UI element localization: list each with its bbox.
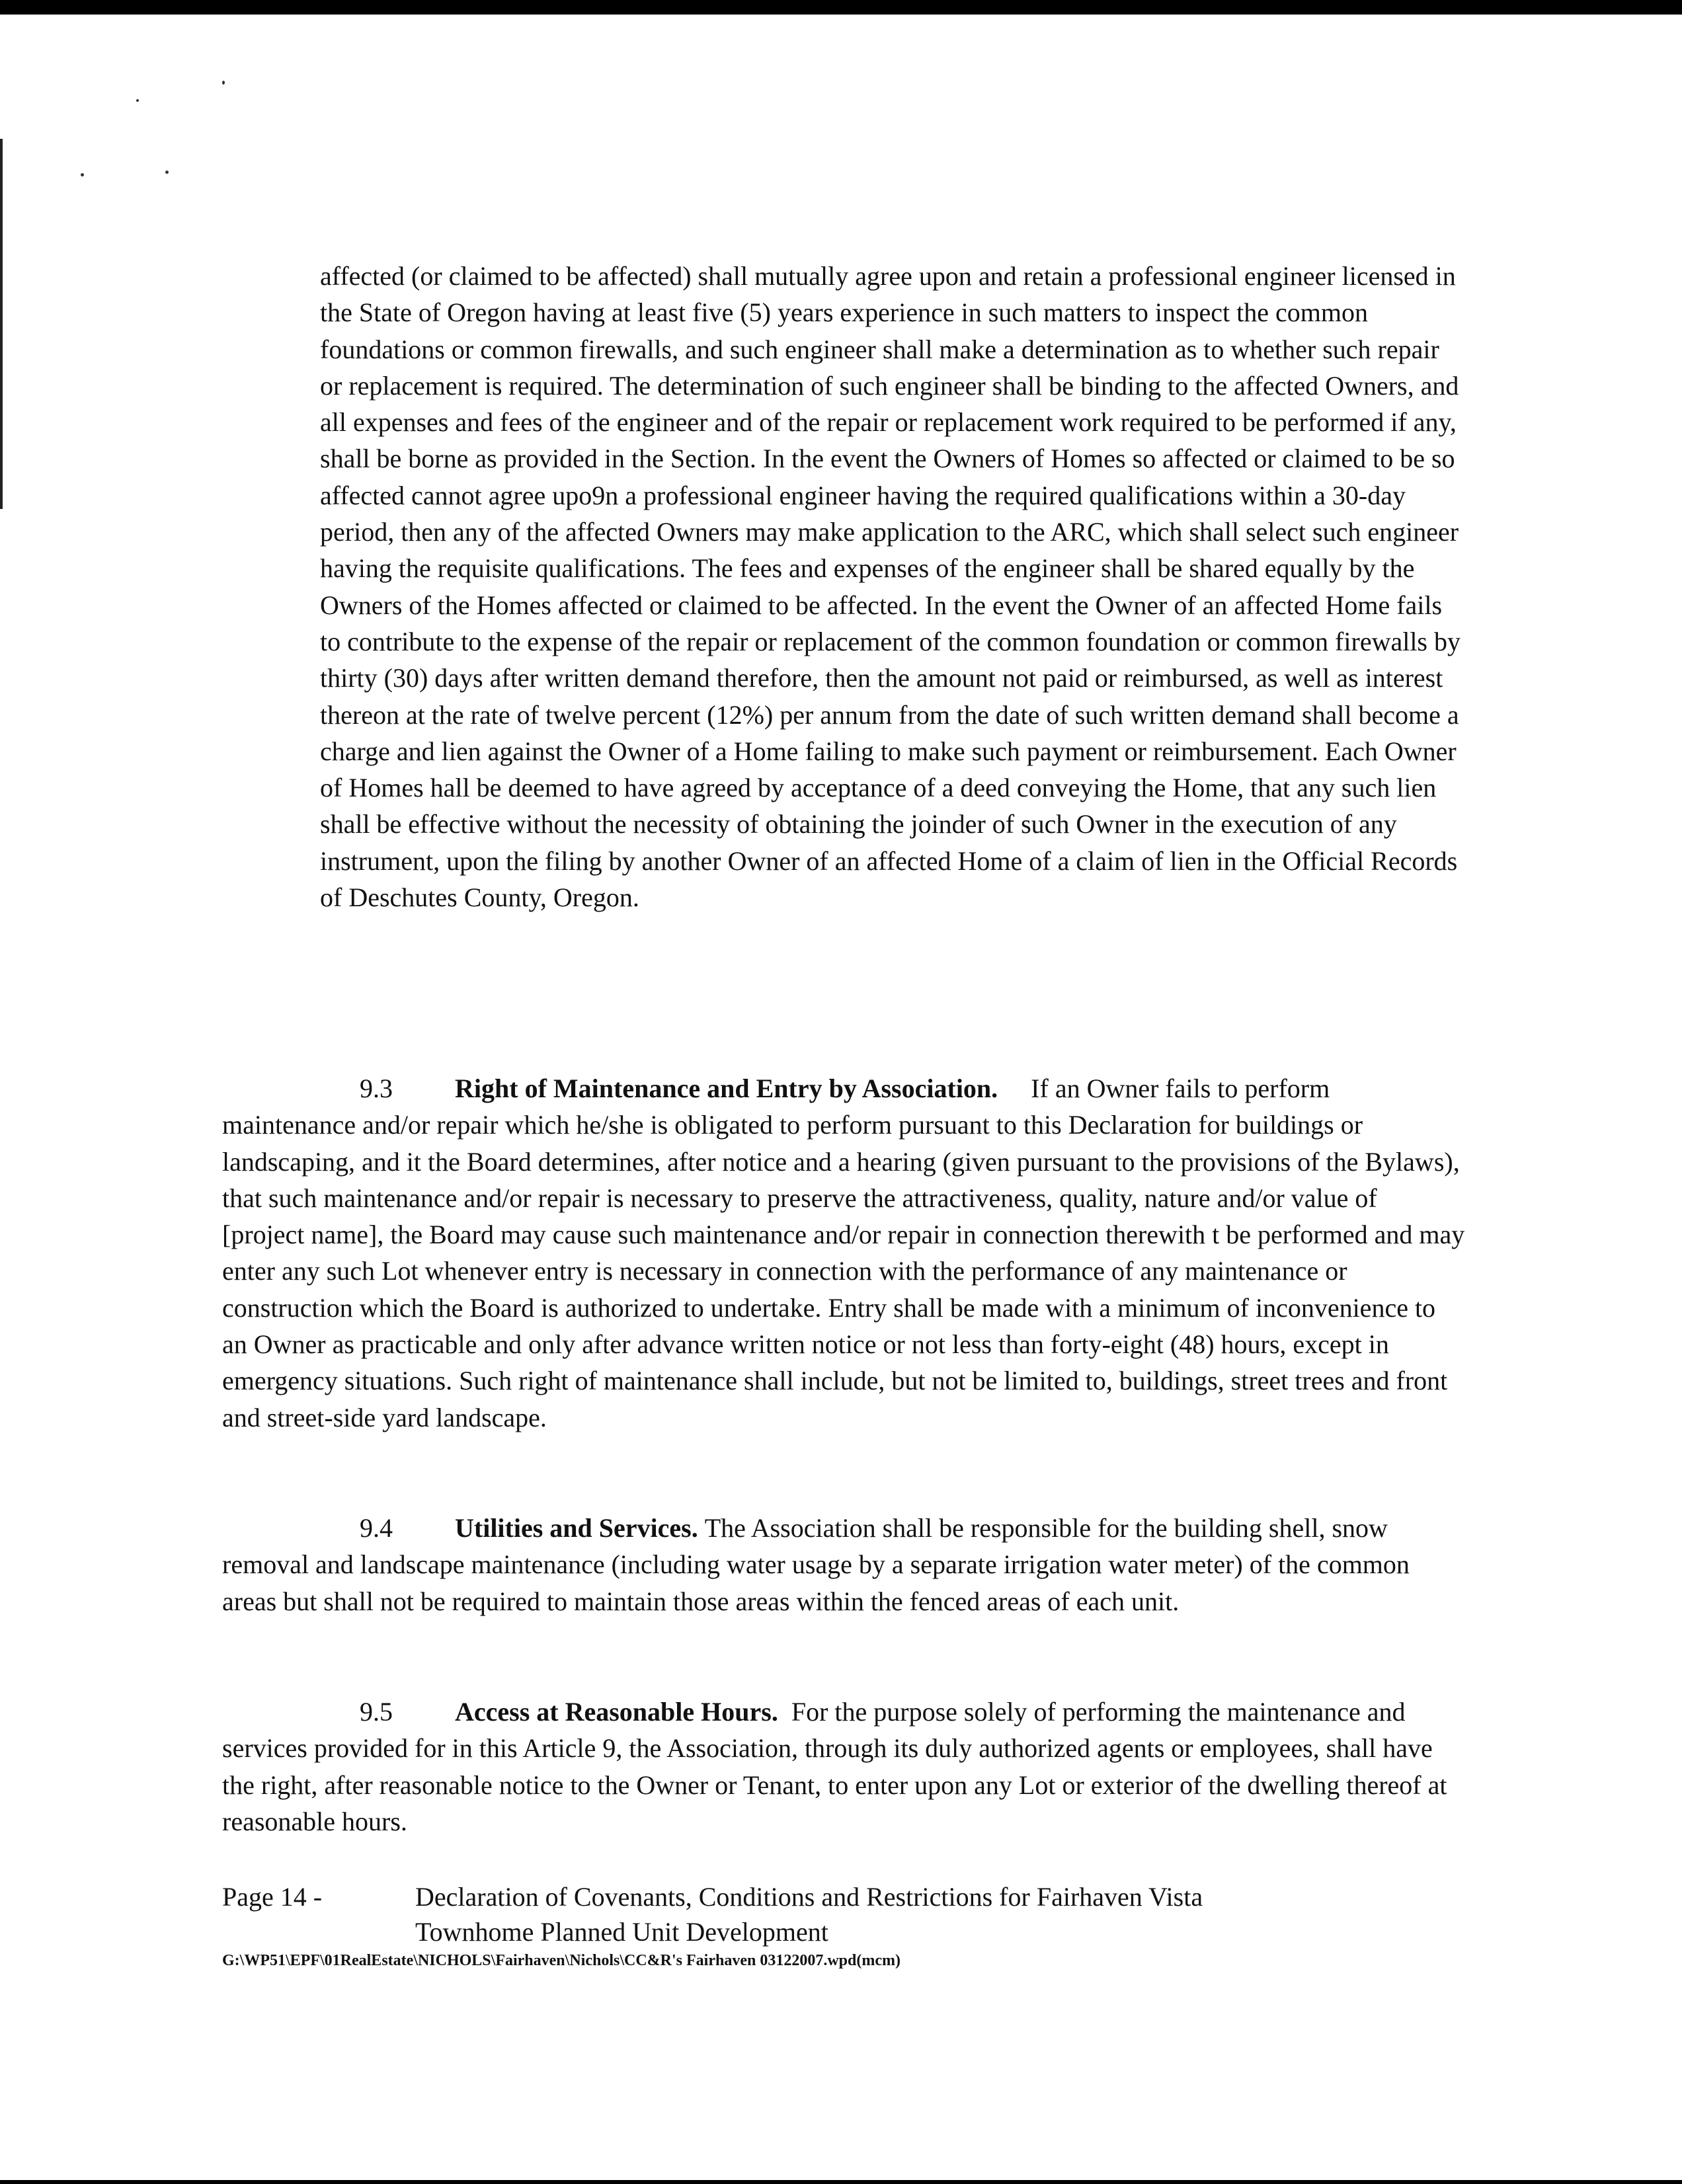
section-9-5 [222,1694,1465,1840]
section-number: 9.5 [360,1697,393,1727]
section-heading: Access at Reasonable Hours. [455,1697,778,1727]
file-path: G:\WP51\EPF\01RealEstate\NICHOLS\Fairhaven\Nichols\CC&R's Fairhaven 03122007.wpd(mcm) [222,1952,901,1969]
page-number: Page 14 - [222,1882,323,1912]
section-body: The Association shall be responsible for the building shell, snow removal and landscape maintenance (including water usage by a separate irrigation water meter) of the common areas but shall not be required to maintain those areas within the fenced areas of each unit. [222,1513,1410,1616]
section-body: For the purpose solely of performing the maintenance and services provided for in this Article 9, the Association, through its duly authorized agents or employees, shall have the right, after reasonable notice to the Owner or Tenant, to enter upon any Lot or exterior of the dwelling thereof at reasonable hours. [222,1697,1447,1836]
scan-speck [222,81,225,85]
scan-bottom-border [0,2180,1682,2184]
scan-speck [165,171,169,174]
section-body: If an Owner fails to perform maintenance and/or repair which he/she is obligated to perform pursuant to this Declaration for buildings or landscaping, and it the Board determines, after notice and a hearing (given pursuant to the provisions of the Bylaws), that such maintenance and/or repair is necessary to preserve the attractiveness, quality, nature and/or value of [project name], the Board may cause such maintenance and/or repair in connection therewith t be performed and may enter any such Lot whenever entry is necessary in connection with the performance of any maintenance or construction which the Board is authorized to undertake. Entry shall be made with a minimum of inconvenience to an Owner as practicable and only after advance written notice or not less than forty-eight (48) hours, except in emergency situations. Such right of maintenance shall include, but not be limited to, buildings, street trees and front and street-side yard landscape. [222,1073,1465,1432]
section-number: 9.4 [360,1513,393,1543]
footer-title-line-2: Townhome Planned Unit Development [415,1917,828,1947]
scan-top-border [0,0,1682,15]
scan-speck [81,173,84,176]
section-9-3 [222,1070,1465,1436]
footer-title-line-1: Declaration of Covenants, Conditions and Restrictions for Fairhaven Vista [415,1882,1203,1912]
scan-speck [136,99,139,102]
section-heading: Right of Maintenance and Entry by Association. [455,1073,998,1103]
section-9-4 [222,1510,1465,1619]
section-heading: Utilities and Services. [455,1513,698,1543]
section-number: 9.3 [360,1073,393,1103]
continued-paragraph: affected (or claimed to be affected) shall mutually agree upon and retain a professional engineer licensed in the State of Oregon having at least five (5) years experience in such matters to inspect the common foundations or common firewalls, and such engineer shall make a determination as to whether such repair or replacement is required. The determination of such engineer shall be binding to the affected Owners, and all expenses and fees of the engineer and of the repair or replacement work required to be performed if any, shall be borne as provided in the Section. In the event the Owners of Homes so affected or claimed to be so affected cannot agree upo9n a professional engineer having the required qualifications within a 30-day period, then any of the affected Owners may make application to the ARC, which shall select such engineer having the requisite qualifications. The fees and expenses of the engineer shall be shared equally by the Owners of the Homes affected or claimed to be affected. In the event the Owner of an affected Home fails to contribute to the expense of the repair or replacement of the common foundation or common firewalls by thirty (30) days after written demand therefore, then the amount not paid or reimbursed, as well as interest thereon at the rate of twelve percent (12%) per annum from the date of such written demand shall become a charge and lien against the Owner of a Home failing to make such payment or reimbursement. Each Owner of Homes hall be deemed to have agreed by acceptance of a deed conveying the Home, that any such lien shall be effective without the necessity of obtaining the joinder of such Owner in the execution of any instrument, upon the filing by another Owner of an affected Home of a claim of lien in the Official Records of Deschutes County, Oregon. [320,261,1461,913]
scan-left-edge [0,139,3,509]
